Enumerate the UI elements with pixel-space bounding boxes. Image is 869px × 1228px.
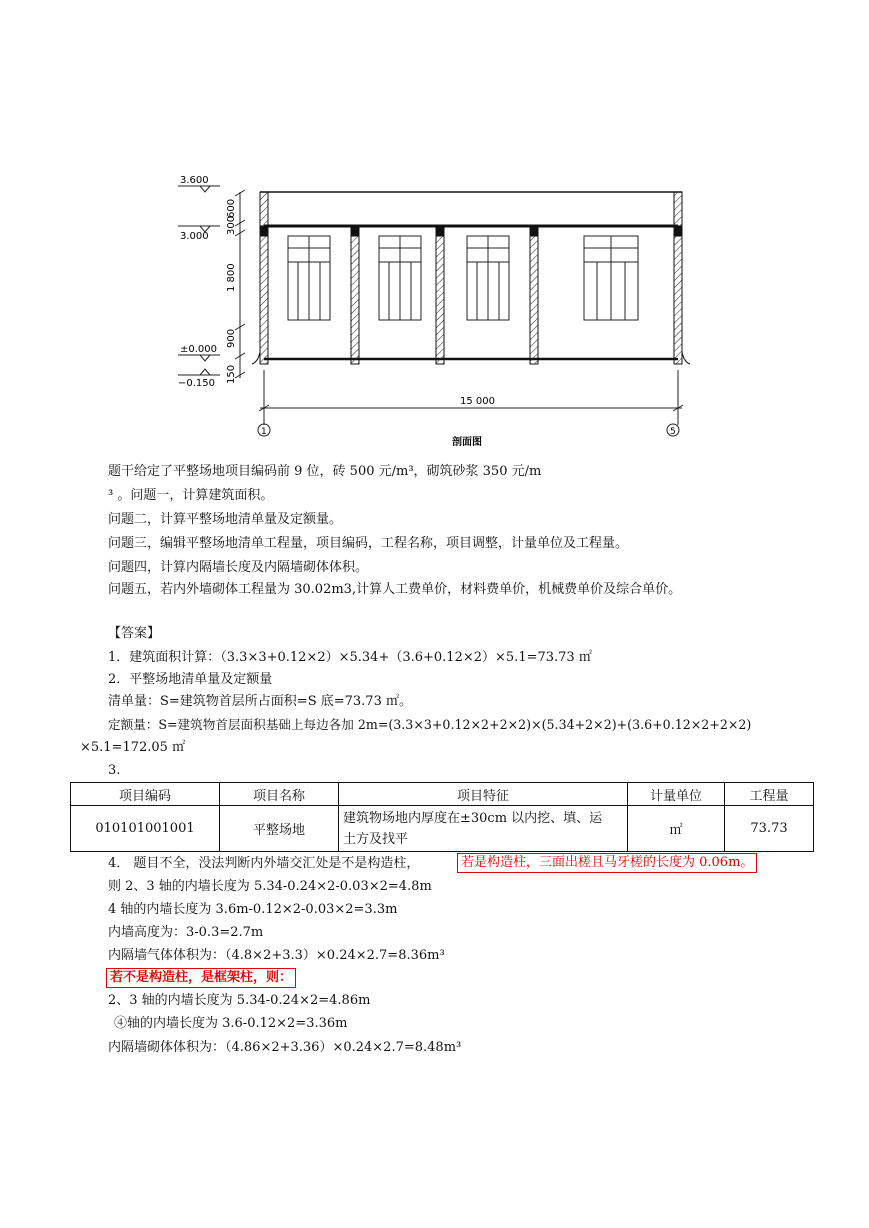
answer-2-quota-line2: ×5.1=172.05 ㎡ <box>80 740 186 755</box>
elevation-neg0150: −0.150 <box>178 378 216 389</box>
dim-900: 900 <box>226 328 237 348</box>
answer-4-line-2: 4 轴的内墙长度为 3.6m-0.12×2-0.03×2=3.3m <box>108 902 398 917</box>
table-header-cell: 工程量 <box>725 783 814 806</box>
axis-label-5: 5 <box>670 427 676 437</box>
table-header-row <box>71 783 814 806</box>
table-header-cell: 项目编码 <box>71 783 220 806</box>
answer-2-title: 2．平整场地清单量及定额量 <box>108 672 273 687</box>
bill-table <box>70 782 814 852</box>
dim-150: 150 <box>226 364 237 384</box>
windows <box>288 236 638 320</box>
answer-4-line-4: 内隔墙气体体积为：（4.8×2+3.3）×0.24×2.7=8.36m³ <box>108 948 445 963</box>
elevation-3600: 3.600 <box>180 175 209 186</box>
dim-1800: 1 800 <box>226 263 237 292</box>
dim-15000: 15 000 <box>460 396 495 407</box>
problem-line-1: 题干给定了平整场地项目编码前 9 位，砖 500 元/m³，砌筑砂浆 350 元/m <box>108 464 542 479</box>
feature-line-1: 建筑物场地内厚度在±30cm 以内挖、填、运 <box>343 810 603 826</box>
table-header-cell: 项目特征 <box>339 783 628 806</box>
answer-4-line-3: 内墙高度为：3-0.3=2.7m <box>108 925 264 940</box>
building-section <box>252 192 690 364</box>
answer-4-red-note: 若是构造柱，三面出槎且马牙槎的长度为 0.06m。 <box>457 853 757 873</box>
dim-300: 300 <box>226 215 237 235</box>
feature-line-2: 土方及找平 <box>343 831 409 847</box>
answer-4-intro: 4． 题目不全，没法判断内外墙交汇处是不是构造柱， <box>108 856 420 871</box>
elevation-0000: ±0.000 <box>180 344 218 355</box>
answer-heading: 【答案】 <box>108 626 161 641</box>
answer-4-line-6: ④轴的内墙长度为 3.6-0.12×2=3.36m <box>114 1016 348 1031</box>
section-drawing <box>0 0 869 460</box>
walls <box>260 192 682 364</box>
answer-3-title: 3. <box>108 763 121 778</box>
answer-2-list-qty: 清单量：S=建筑物首层所占面积=S 底=73.73 ㎡。 <box>108 694 412 709</box>
question-5: 问题五，若内外墙砌体工程量为 30.02m3,计算人工费单价，材料费单价，机械费单价及综合单价。 <box>108 582 682 597</box>
table-header-cell: 项目名称 <box>220 783 339 806</box>
problem-line-2: ³ 。问题一，计算建筑面积。 <box>108 488 274 503</box>
question-2: 问题二，计算平整场地清单量及定额量。 <box>108 512 343 527</box>
axis-label-1: 1 <box>261 427 267 437</box>
answer-2-quota-line1: 定额量：S=建筑物首层面积基础上每边各加 2m=(3.3×3+0.12×2+2×2)×(5.34+2×2)+(3.6+0.12×2+2×2) <box>108 717 752 732</box>
table-cell-quantity: 73.73 <box>725 806 814 852</box>
table-cell-code: 010101001001 <box>71 806 220 852</box>
answer-4-line-5: 2、3 轴的内墙长度为 5.34-0.24×2=4.86m <box>108 993 371 1008</box>
table-cell-feature <box>339 806 628 852</box>
table-cell-name: 平整场地 <box>220 806 339 852</box>
table-row <box>71 806 814 852</box>
question-3: 问题三，编辑平整场地清单工程量，项目编码，工程名称，项目调整，计量单位及工程量。 <box>108 536 629 551</box>
answer-4-line-1: 则 2、3 轴的内墙长度为 5.34-0.24×2-0.03×2=4.8m <box>108 879 432 894</box>
dim-600: 600 <box>226 198 237 218</box>
answer-4-red-frame-note: 若不是构造柱，是框架柱，则： <box>106 968 296 988</box>
table-header-cell: 计量单位 <box>628 783 725 806</box>
answer-1: 1．建筑面积计算：（3.3×3+0.12×2）×5.34+（3.6+0.12×2）×5.1=73.73 ㎡ <box>108 650 592 665</box>
question-4: 问题四，计算内隔墙长度及内隔墙砌体体积。 <box>108 560 369 575</box>
answer-4-line-7: 内隔墙砌体体积为：（4.86×2+3.36）×0.24×2.7=8.48m³ <box>108 1040 462 1055</box>
elevation-3000: 3.000 <box>180 231 209 242</box>
table-cell-unit: ㎡ <box>628 806 725 852</box>
figure-caption: 剖面图 <box>452 437 482 448</box>
